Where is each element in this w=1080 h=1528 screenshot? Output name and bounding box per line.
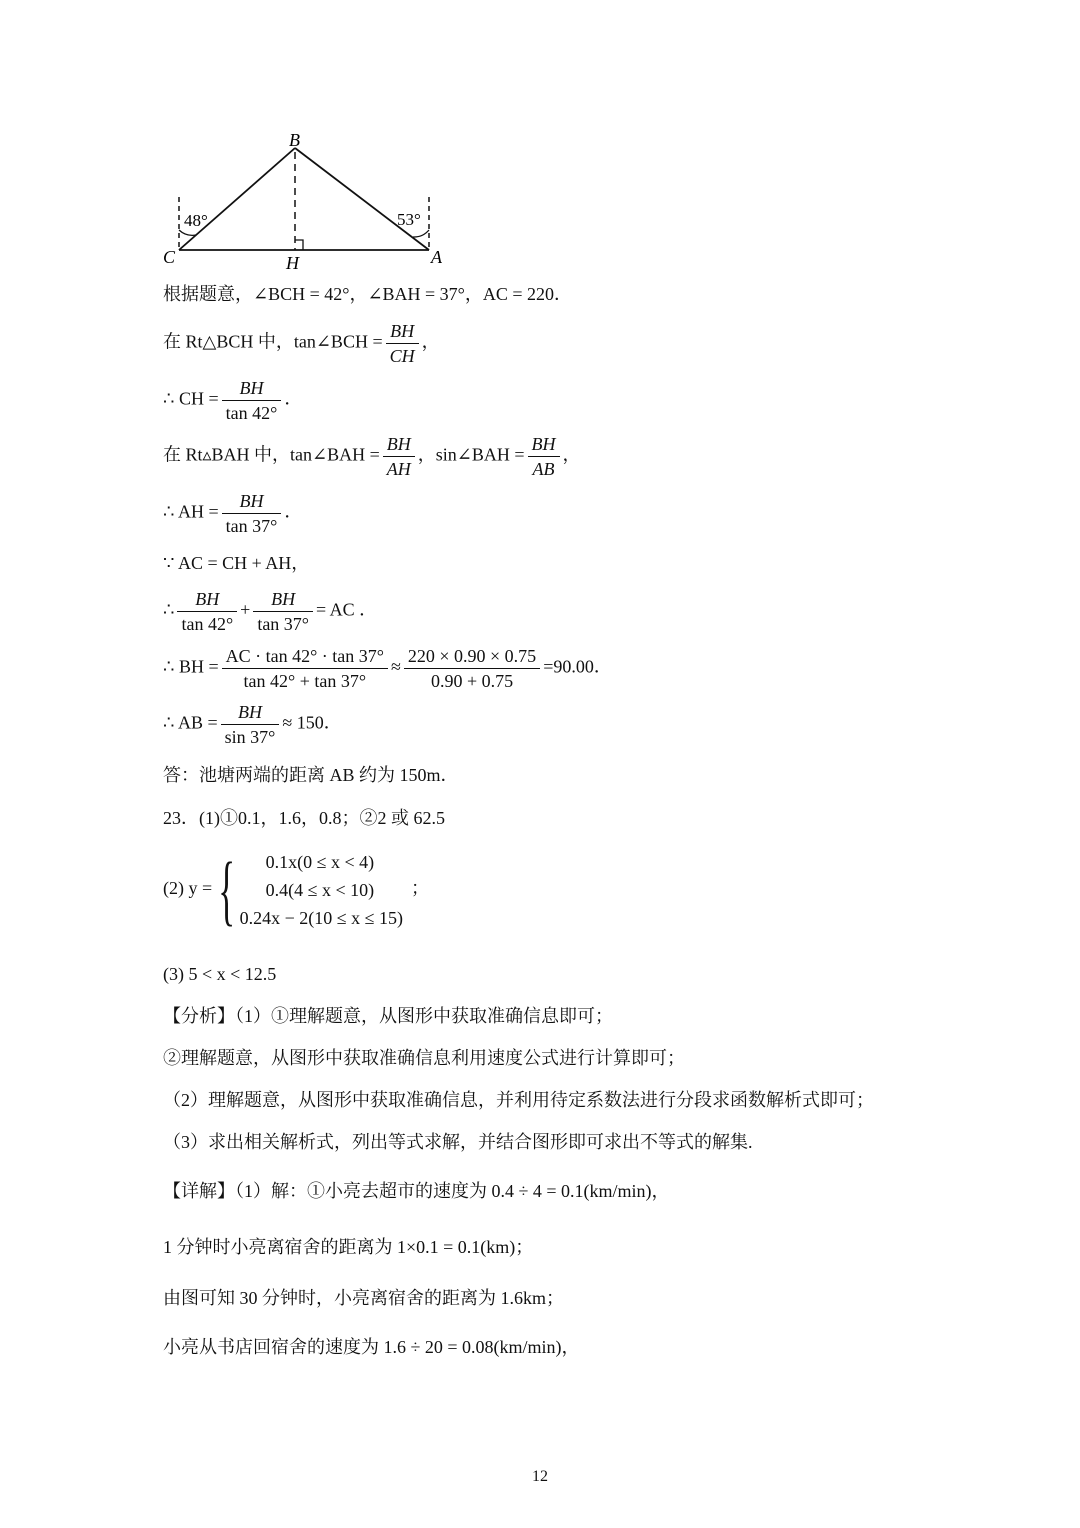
denominator: tan 37° <box>222 513 282 537</box>
text: ≈ <box>390 656 401 677</box>
fraction <box>222 645 388 692</box>
line-answer: 答：池塘两端的距离 AB 约为 150m． <box>163 765 459 785</box>
text: ． <box>284 501 303 522</box>
line-detail-1: 【详解】（1）解：①小亮去超市的速度为 0.4 ÷ 4 = 0.1(km/min)， <box>163 1181 670 1201</box>
line-analysis-2: ②理解题意，从图形中获取准确信息利用速度公式进行计算即可； <box>163 1048 685 1068</box>
fraction <box>386 320 419 367</box>
case-3: 0.24x − 2(10 ≤ x ≤ 15) <box>239 908 403 928</box>
numerator: BH <box>195 589 220 609</box>
text: ， <box>562 444 581 465</box>
line-ab <box>163 701 342 748</box>
text: ∴ CH = <box>163 388 219 409</box>
fraction <box>222 377 282 424</box>
piecewise-cases <box>240 848 403 932</box>
line-q23-2 <box>163 848 429 932</box>
line-analysis-3: （2）理解题意，从图形中获取准确信息，并利用待定系数法进行分段求函数解析式即可； <box>163 1090 874 1110</box>
fraction <box>222 490 282 537</box>
line-detail-2: 1 分钟时小亮离宿舍的距离为 1×0.1 = 0.1(km)； <box>163 1237 534 1257</box>
denominator: tan 42° <box>222 400 282 424</box>
text: ； <box>411 878 429 899</box>
label-H: H <box>286 253 299 273</box>
text: + <box>240 599 251 620</box>
line-q23-3: (3) 5 < x < 12.5 <box>163 964 277 984</box>
denominator: sin 37° <box>221 724 280 748</box>
line-analysis-1: 【分析】（1）①理解题意，从图形中获取准确信息即可； <box>163 1006 613 1026</box>
numerator: AC · tan 42° · tan 37° <box>225 646 384 666</box>
line-detail-3: 由图可知 30 分钟时，小亮离宿舍的距离为 1.6km； <box>163 1288 564 1308</box>
numerator: 220 × 0.90 × 0.75 <box>407 646 537 666</box>
line-analysis-4: （3）求出相关解析式，列出等式求解，并结合图形即可求出不等式的解集. <box>163 1132 753 1152</box>
denominator: tan 42° <box>177 611 237 635</box>
fraction <box>383 433 415 480</box>
angle-left: 48° <box>184 211 208 230</box>
line-ah <box>163 490 302 537</box>
line-q23-1: 23．(1)①0.1，1.6，0.8；②2 或 62.5 <box>163 808 445 828</box>
numerator: BH <box>239 491 264 511</box>
line-tan-bch <box>163 320 440 367</box>
text: ∴ AH = <box>163 501 219 522</box>
line-ac-sum: ∵ AC = CH + AH， <box>163 553 310 573</box>
text: ，sin∠BAH = <box>417 444 525 465</box>
fraction <box>528 433 560 480</box>
denominator: tan 42° + tan 37° <box>222 668 388 692</box>
fraction <box>253 588 313 635</box>
text: 在 Rt△BCH 中，tan∠BCH = <box>163 331 383 352</box>
line-ch <box>163 377 302 424</box>
denominator: AH <box>383 456 415 480</box>
text: ∴ BH = <box>163 656 219 677</box>
label-C: C <box>163 247 176 267</box>
numerator: BH <box>386 434 411 454</box>
line-detail-4: 小亮从书店回宿舍的速度为 1.6 ÷ 20 = 0.08(km/min)， <box>163 1337 580 1357</box>
line-bh <box>163 645 612 692</box>
text: ∴ AB = <box>163 712 218 733</box>
fraction <box>177 588 237 635</box>
denominator: tan 37° <box>253 611 313 635</box>
case-2: 0.4(4 ≤ x < 10) <box>265 880 375 900</box>
fraction <box>221 701 280 748</box>
denominator: CH <box>386 343 419 367</box>
numerator: BH <box>390 321 415 341</box>
text: (2) y = <box>163 878 213 899</box>
text: ∴ <box>163 599 175 620</box>
text: 在 Rt▵BAH 中，tan∠BAH = <box>163 444 380 465</box>
denominator: AB <box>528 456 560 480</box>
numerator: BH <box>531 434 556 454</box>
text: ． <box>284 388 303 409</box>
line-tan-bah <box>163 433 581 480</box>
text: ≈ 150． <box>282 712 342 733</box>
numerator: BH <box>239 378 264 398</box>
text: =90.00． <box>543 656 612 677</box>
numerator: BH <box>237 702 262 722</box>
numerator: BH <box>271 589 296 609</box>
denominator: 0.90 + 0.75 <box>404 668 540 692</box>
text: = AC ． <box>316 599 378 620</box>
angle-right: 53° <box>397 210 421 229</box>
line-given: 根据题意，∠BCH = 42°，∠BAH = 37°，AC = 220． <box>163 284 573 304</box>
text: ， <box>421 331 440 352</box>
line-equation <box>163 588 377 635</box>
label-A: A <box>431 247 442 267</box>
brace-icon: { <box>218 846 236 933</box>
fraction <box>404 645 540 692</box>
label-B: B <box>289 130 300 150</box>
case-1: 0.1x(0 ≤ x < 4) <box>265 852 375 872</box>
triangle-figure <box>150 125 460 275</box>
page-number: 12 <box>532 1468 548 1485</box>
